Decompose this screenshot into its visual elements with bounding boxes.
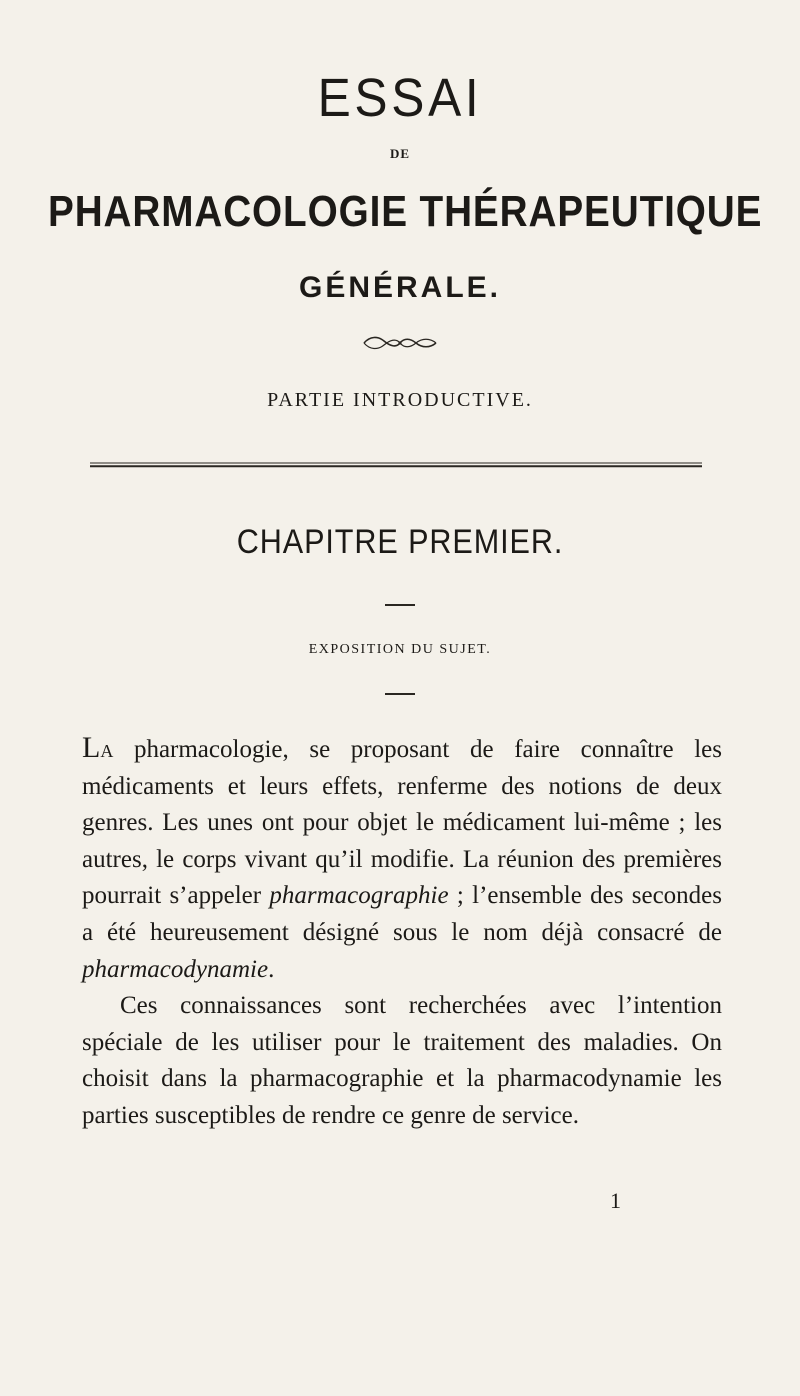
title-generale: GÉNÉRALE.	[298, 271, 502, 304]
italic-term: pharmacodynamie	[82, 955, 269, 983]
drop-initial: L	[82, 731, 101, 764]
page-number: 1	[610, 1188, 621, 1213]
chapter-title: CHAPITRE PREMIER.	[236, 523, 564, 561]
ornament-flourish-icon	[360, 332, 440, 354]
paragraph-2: Ces connaissances sont recherchées avec l’intention spéciale de les utiliser pour le traitement des maladies. On choisit dans la pharmacographie et la pharmacodynamie les parties susceptibles de rendre ce genre de service.	[82, 992, 722, 1129]
lead-word-rest: a	[100, 736, 114, 763]
chapter-subtitle: EXPOSITION DU SUJET.	[308, 642, 492, 657]
paragraph-text: ; l’ensemble des secondes a été heureusement désigné sous le nom déjà consacré de	[82, 882, 722, 946]
paragraph-text: pharmacologie, se proposant de faire connaître les médicaments et leurs effets, renferme des notions de deux genres. Les unes ont pour objet le médicament lui-même ; les autres, le corps vivant qu’il modifie. La réunion des premières pourrait s’appeler	[82, 736, 722, 910]
title-de: DE	[389, 146, 411, 161]
dash-divider	[385, 693, 415, 695]
title-essai: ESSAI	[317, 68, 483, 128]
paragraph-1	[82, 730, 722, 988]
italic-term: pharmacographie	[269, 882, 449, 910]
double-rule-divider	[90, 462, 702, 468]
dash-divider	[385, 604, 415, 606]
main-title: PHARMACOLOGIE THÉRAPEUTIQUE	[48, 187, 763, 236]
section-label-partie: PARTIE INTRODUCTIVE.	[267, 389, 533, 411]
paragraph-text: .	[268, 955, 275, 983]
body-text	[82, 730, 722, 1135]
